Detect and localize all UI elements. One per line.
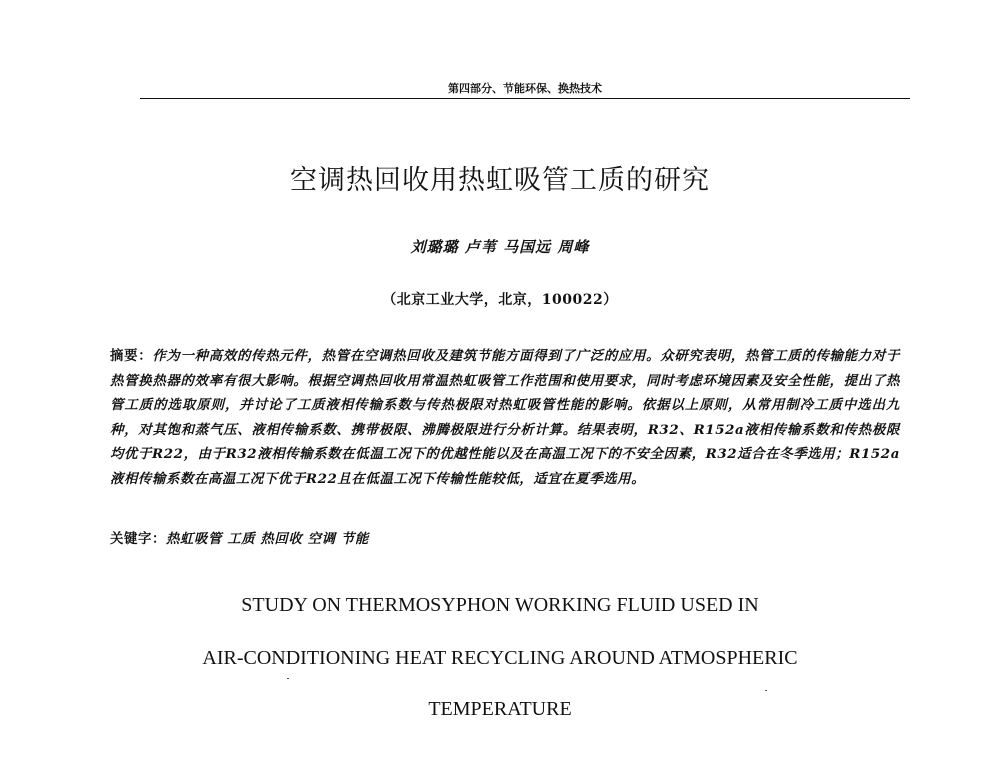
english-title-line-3: TEMPERATURE — [428, 698, 572, 720]
abstract-label: 摘要： — [110, 348, 153, 364]
scan-speck — [765, 690, 767, 691]
scan-speck — [287, 678, 289, 679]
abstract — [110, 344, 900, 492]
running-head: 第四部分、节能环保、换热技术 — [140, 82, 910, 99]
author-list: 刘璐璐 卢苇 马国远 周峰 — [410, 238, 590, 256]
affiliation: （北京工业大学，北京，100022） — [382, 292, 618, 308]
english-title-line-1: STUDY ON THERMOSYPHON WORKING FLUID USED IN — [241, 594, 759, 616]
english-title-line-2: AIR-CONDITIONING HEAT RECYCLING AROUND ATMOSPHERIC — [202, 647, 798, 669]
keywords-text: 热虹吸管 工质 热回收 空调 节能 — [165, 531, 369, 547]
paper-title: 空调热回收用热虹吸管工质的研究 — [290, 165, 710, 196]
keywords-label: 关键字： — [110, 531, 166, 547]
keywords — [110, 528, 900, 550]
abstract-text: 作为一种高效的传热元件，热管在空调热回收及建筑节能方面得到了广泛的应用。众研究表明，热管工质的传输能力对于热管换热器的效率有很大影响。根据空调热回收用常温热虹吸管工作范围和使用要求，同时考虑环境因素及安全性能，提出了热管工质的选取原则，并讨论了工质液相传输系数与传热极限对热虹吸管性能的影响。依据以上原则，从常用制冷工质中选出九种，对其饱和蒸气压、液相传输系数、携带极限、沸腾极限进行分析计算。结果表明，R32、R152a液相传输系数和传热极限均优于R22，由于R32液相传输系数在低温工况下的优越性能以及在高温工况下的不安全因素，R32适合在冬季选用；R152a液相传输系数在高温工况下优于R22且在低温工况下传输性能较低，适宜在夏季选用。 — [110, 348, 900, 487]
